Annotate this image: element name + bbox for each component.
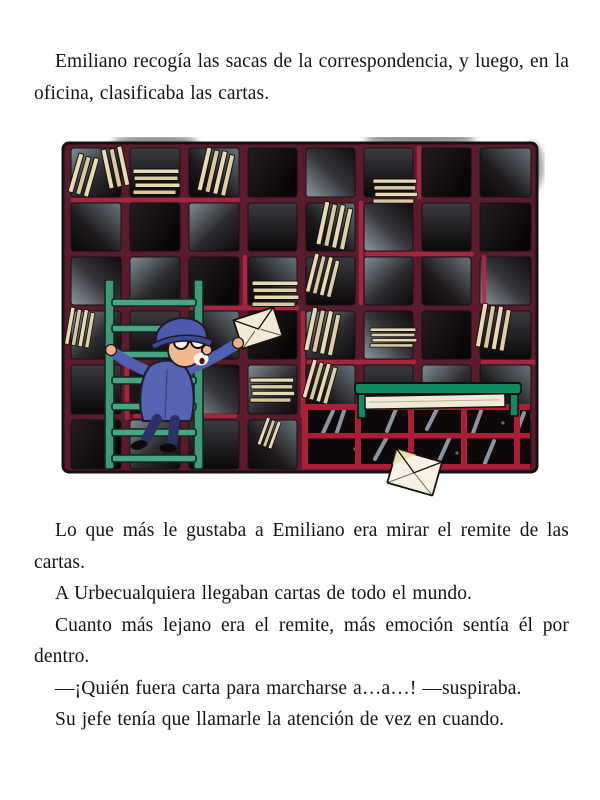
story-paragraph: Cuanto más lejano era el remite, más emoción sentía él por dentro. xyxy=(34,614,569,667)
story-text-top xyxy=(34,46,569,109)
story-text-bottom xyxy=(34,515,569,736)
story-paragraph: Su jefe tenía que llamarle la atención de vez en cuando. xyxy=(55,709,505,730)
story-paragraph: A Urbecualquiera llegaban cartas de todo el mundo. xyxy=(55,583,473,604)
illustration-mail-sorting-room xyxy=(55,137,545,499)
bench-letter xyxy=(365,394,505,409)
story-paragraph: Emiliano recogía las sacas de la correspondencia, y luego, en la oficina, clasificaba las cartas. xyxy=(34,51,569,104)
postman-mouth xyxy=(199,358,204,364)
story-paragraph: Lo que más le gustaba a Emiliano era mirar el remite de las cartas. xyxy=(34,520,569,573)
story-paragraph: —¡Quién fuera carta para marcharse a…a…! —suspiraba. xyxy=(55,677,522,699)
